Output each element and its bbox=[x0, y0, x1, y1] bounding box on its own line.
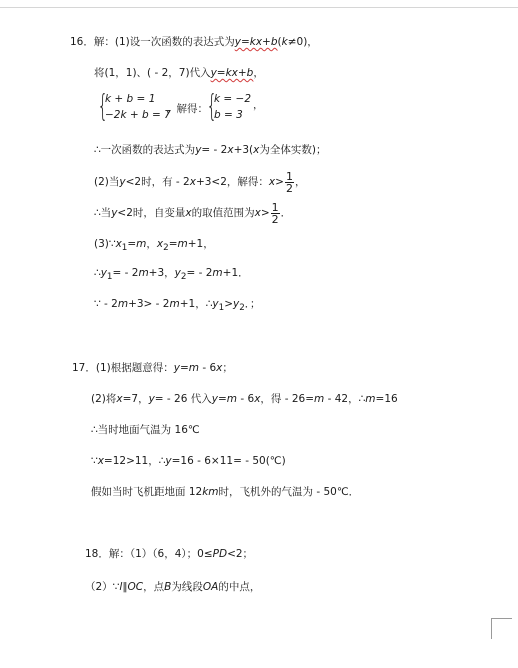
text: ≠0)， bbox=[287, 36, 318, 48]
page-top-rule bbox=[0, 7, 518, 8]
left-brace-icon: { bbox=[206, 89, 218, 124]
var: y bbox=[111, 207, 118, 219]
text: ； bbox=[222, 362, 233, 374]
var: x bbox=[254, 393, 261, 405]
q16-line-6 bbox=[94, 201, 291, 225]
text: ， bbox=[146, 238, 157, 250]
solution-row-2: b = 3 bbox=[214, 109, 243, 121]
text: 为线段 bbox=[171, 581, 203, 593]
text: =12>11，∴ bbox=[103, 455, 166, 467]
var: x bbox=[116, 393, 123, 405]
numerator: 1 bbox=[285, 169, 293, 183]
text: ， bbox=[253, 67, 264, 79]
text: +3( bbox=[233, 144, 254, 156]
denominator: 2 bbox=[271, 212, 279, 226]
text: = - 2 bbox=[201, 144, 228, 156]
var: m bbox=[212, 267, 223, 279]
var: m bbox=[169, 298, 180, 310]
text: 的取值范围为 bbox=[191, 207, 255, 219]
var: x bbox=[189, 176, 196, 188]
var: OA bbox=[202, 581, 219, 593]
var: y bbox=[233, 298, 240, 310]
subscript: 2 bbox=[163, 243, 169, 254]
subscript: 2 bbox=[239, 303, 245, 314]
text: (3)∵ bbox=[94, 238, 116, 250]
var: x bbox=[254, 207, 261, 219]
var: x bbox=[253, 144, 260, 156]
text: = - 2 bbox=[186, 267, 213, 279]
text: +3， bbox=[148, 267, 175, 279]
system-rows bbox=[105, 91, 171, 123]
var: m bbox=[314, 393, 325, 405]
var: y bbox=[174, 267, 181, 279]
q16-solve-label: ，解得： bbox=[166, 103, 208, 115]
text: - 42，∴ bbox=[324, 393, 366, 405]
var: y bbox=[195, 144, 202, 156]
q18-line-2 bbox=[85, 580, 260, 594]
text: - 6 bbox=[199, 362, 217, 374]
var: y bbox=[100, 267, 107, 279]
q16-line-5 bbox=[94, 170, 305, 194]
q16-line-9 bbox=[94, 297, 261, 315]
system-rows bbox=[214, 91, 251, 123]
subscript: 2 bbox=[180, 272, 187, 283]
text: ∵ - 2 bbox=[94, 298, 118, 310]
text: > bbox=[224, 298, 233, 310]
text: <2； bbox=[227, 548, 254, 560]
var: x bbox=[216, 362, 223, 374]
q16-line-7 bbox=[94, 237, 214, 255]
unit: km bbox=[202, 486, 219, 498]
subscript: 1 bbox=[218, 303, 225, 314]
text: 为全体实数)； bbox=[259, 144, 327, 156]
var: y bbox=[173, 362, 180, 374]
text: 16．解：(1)设一次函数的表达式为 bbox=[70, 36, 235, 48]
text: = bbox=[179, 362, 189, 374]
page-corner-mark bbox=[491, 618, 512, 639]
var: m bbox=[138, 267, 149, 279]
text: <2时，有 - 2 bbox=[125, 176, 190, 188]
fraction-one-half bbox=[285, 171, 294, 194]
var: x bbox=[115, 238, 122, 250]
text: （2）∵ bbox=[85, 581, 120, 593]
var: y bbox=[119, 176, 126, 188]
var: m bbox=[177, 238, 188, 250]
denominator: 2 bbox=[285, 181, 293, 195]
text: ( bbox=[277, 36, 282, 48]
q16-line-1 bbox=[70, 35, 318, 49]
system-row-1: k + b = 1 bbox=[105, 93, 156, 105]
q18-line-1 bbox=[85, 547, 253, 561]
var: x bbox=[156, 238, 164, 250]
text: ∵ bbox=[91, 455, 98, 467]
text: (2)将 bbox=[91, 393, 117, 405]
var: y bbox=[148, 393, 155, 405]
var: B bbox=[164, 581, 172, 593]
text: ， bbox=[253, 98, 264, 111]
q17-line-4 bbox=[91, 454, 286, 468]
text: 将(1，1)、( - 2，7)代入 bbox=[94, 67, 211, 79]
q17-line-1 bbox=[72, 361, 233, 375]
var: k bbox=[281, 36, 288, 48]
text: ，点 bbox=[143, 581, 165, 593]
text: 时，飞机外的气温为 - 50℃． bbox=[218, 486, 360, 498]
text: > bbox=[275, 176, 284, 188]
var: x bbox=[185, 207, 192, 219]
var: m bbox=[136, 238, 147, 250]
text: = bbox=[217, 393, 227, 405]
text: (2)当 bbox=[94, 176, 120, 188]
q16-line-4 bbox=[94, 143, 326, 157]
left-brace-icon: { bbox=[97, 89, 109, 124]
text: ，得 - 26= bbox=[260, 393, 315, 405]
fraction-one-half bbox=[271, 202, 280, 225]
numerator: 1 bbox=[271, 200, 279, 214]
text: +1． bbox=[222, 267, 249, 279]
text: ．； bbox=[244, 298, 261, 310]
text: ， bbox=[294, 176, 306, 188]
text: +1，∴ bbox=[179, 298, 213, 310]
var: x bbox=[227, 144, 234, 156]
text: ∴一次函数的表达式为 bbox=[94, 144, 196, 156]
var: m bbox=[188, 362, 199, 374]
text: > bbox=[260, 207, 270, 219]
q16-equation-system bbox=[93, 91, 171, 123]
var: x bbox=[268, 176, 276, 188]
text: - 6 bbox=[237, 393, 255, 405]
expr: y=kx+b bbox=[210, 67, 254, 79]
text: =7， bbox=[122, 393, 149, 405]
text: 假如当时飞机距地面 12 bbox=[91, 486, 203, 498]
q17-line-5 bbox=[91, 485, 359, 499]
text: =16 bbox=[375, 393, 398, 405]
system-row-2: −2k + b = 7 bbox=[105, 109, 171, 121]
text: 的中点， bbox=[218, 581, 261, 593]
solution-row-1: k = −2 bbox=[214, 93, 252, 105]
var: m bbox=[226, 393, 238, 405]
text: 17．(1)根据题意得： bbox=[72, 362, 174, 374]
text: ∥ bbox=[122, 581, 128, 593]
text: +3<2，解得： bbox=[195, 176, 269, 188]
text: ∴当 bbox=[94, 207, 112, 219]
q16-line-8 bbox=[94, 266, 249, 284]
var: y bbox=[165, 455, 172, 467]
text: +3> - 2 bbox=[128, 298, 170, 310]
text: +1， bbox=[187, 238, 214, 250]
var: y bbox=[212, 298, 219, 310]
subscript: 1 bbox=[106, 272, 113, 283]
var: PD bbox=[212, 548, 228, 560]
var: m bbox=[117, 298, 129, 310]
var: m bbox=[365, 393, 376, 405]
q16-solution-system bbox=[202, 91, 264, 123]
text: 18．解：（1）（6，4）；0≤ bbox=[85, 548, 213, 560]
text: <2时，自变量 bbox=[117, 207, 186, 219]
text: ． bbox=[280, 207, 292, 219]
q17-line-2 bbox=[91, 392, 398, 406]
q16-line-2 bbox=[94, 66, 264, 80]
var: x bbox=[97, 455, 104, 467]
text: = - 26 代入 bbox=[154, 393, 212, 405]
text: ∴ bbox=[94, 267, 101, 279]
text: = bbox=[168, 238, 178, 250]
var: l bbox=[119, 581, 123, 593]
text: = - 2 bbox=[112, 267, 139, 279]
var: y bbox=[211, 393, 218, 405]
var: OC bbox=[127, 581, 144, 593]
q17-line-3: ∴当时地面气温为 16℃ bbox=[91, 424, 200, 436]
subscript: 1 bbox=[121, 243, 128, 254]
expr: y=kx+b bbox=[234, 36, 278, 48]
text: =16 - 6×11= - 50(℃) bbox=[171, 455, 286, 467]
text: = bbox=[127, 238, 137, 250]
